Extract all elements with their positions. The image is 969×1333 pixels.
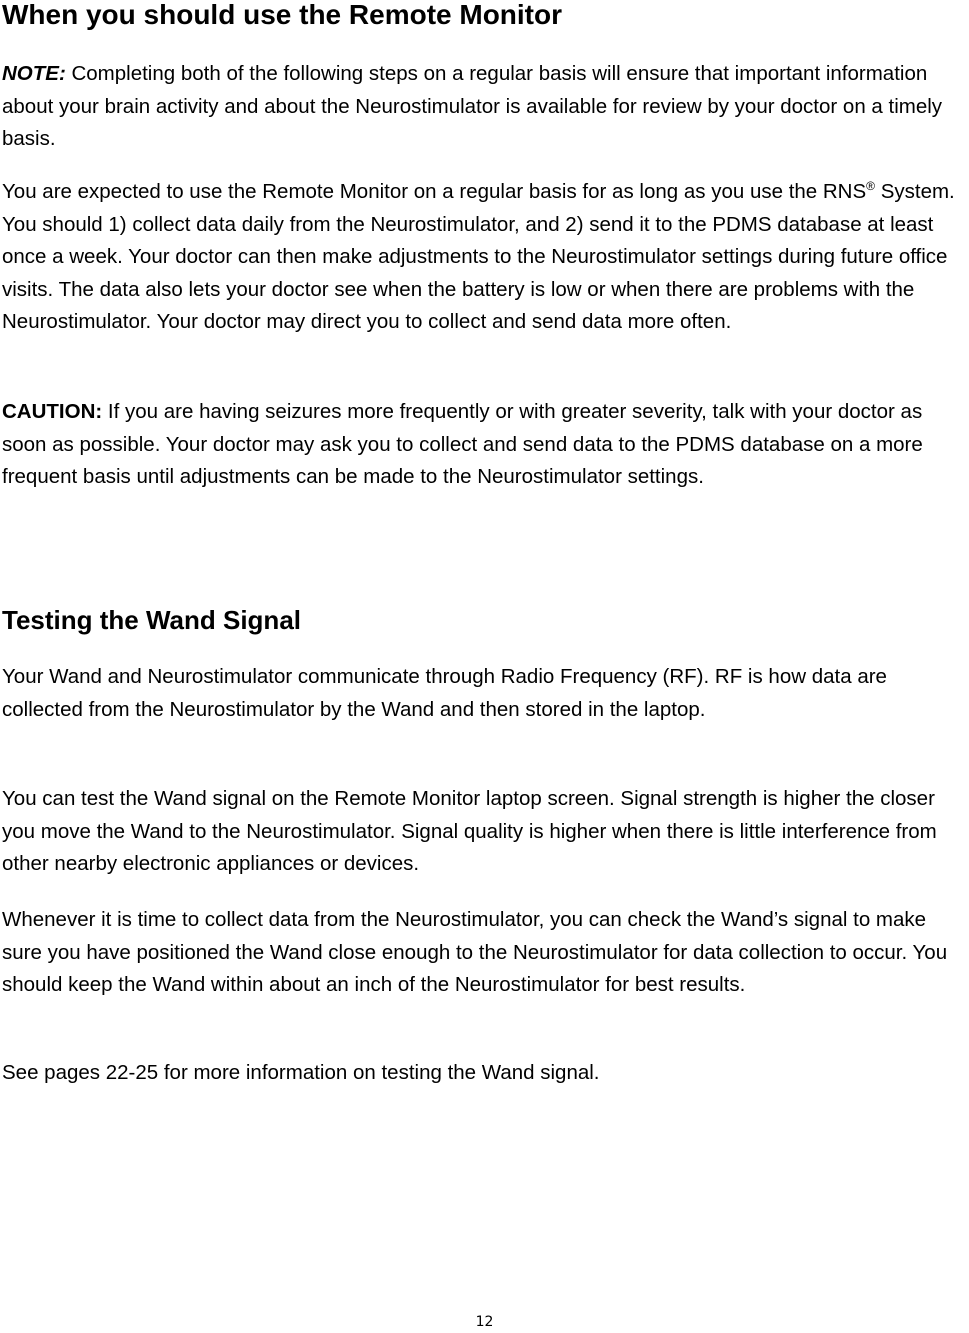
page-number: 12 bbox=[475, 1314, 494, 1330]
section-heading-remote-monitor: When you should use the Remote Monitor bbox=[2, 0, 562, 30]
note-paragraph bbox=[2, 58, 967, 156]
section-heading-wand-signal: Testing the Wand Signal bbox=[2, 605, 301, 635]
note-label: NOTE: bbox=[2, 62, 66, 85]
caution-text: If you are having seizures more frequently or with greater severity, talk with your doctor as soon as possible. Your doctor may ask you to collect and send data to the PDMS database on a more frequent basis until adjustments can be made to the Neurostimulator settings. bbox=[2, 400, 923, 489]
registered-mark: ® bbox=[866, 179, 876, 193]
rf-paragraph: Your Wand and Neurostimulator communicate through Radio Frequency (RF). RF is how data are collected from the Neurostimulator by the Wand and then stored in the laptop. bbox=[2, 665, 887, 721]
note-text: Completing both of the following steps on a regular basis will ensure that important information about your brain activity and about the Neurostimulator is available for review by your doctor on a timely basis. bbox=[2, 62, 943, 151]
caution-paragraph bbox=[2, 396, 967, 494]
caution-label: CAUTION: bbox=[2, 400, 103, 423]
usage-text-part1: You are expected to use the Remote Monitor on a regular basis for as long as you use the RNS bbox=[2, 180, 867, 203]
usage-text-part2: System. You should 1) collect data daily from the Neurostimulator, and 2) send it to the PDMS database at least once a week. Your doctor can then make adjustments to the Neurostimulator settings during future office visits. The data also lets your doctor see when the battery is low or when there are problems with the Neurostimulator. Your doctor may direct you to collect and send data more often. bbox=[2, 180, 955, 334]
see-pages-paragraph: See pages 22-25 for more information on testing the Wand signal. bbox=[2, 1061, 600, 1084]
positioning-paragraph: Whenever it is time to collect data from the Neurostimulator, you can check the Wand’s signal to make sure you have positioned the Wand close enough to the Neurostimulator for data collection to occur. You should keep the Wand within about an inch of the Neurostimulator for best results. bbox=[2, 908, 948, 997]
signal-test-paragraph: You can test the Wand signal on the Remote Monitor laptop screen. Signal strength is higher the closer you move the Wand to the Neurostimulator. Signal quality is higher when there is little interference from other nearby electronic appliances or devices. bbox=[2, 787, 937, 876]
usage-paragraph bbox=[2, 176, 967, 339]
